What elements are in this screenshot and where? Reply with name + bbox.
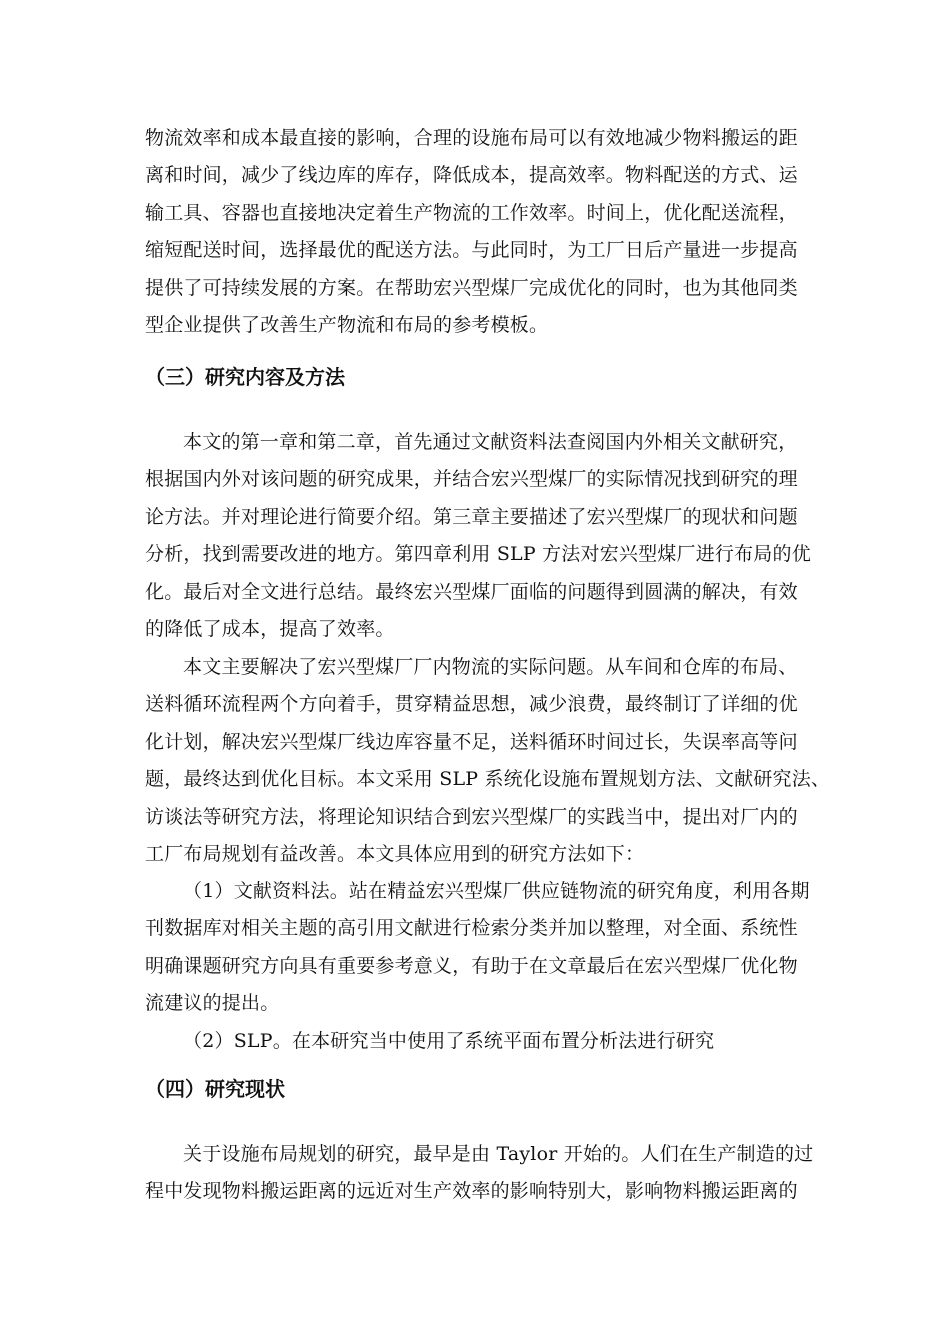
text-line: 访谈法等研究方法，将理论知识结合到宏兴型煤厂的实践当中，提出对厂内的 [145, 805, 798, 828]
text-line: 本文主要解决了宏兴型煤厂厂内物流的实际问题。从车间和仓库的布局、 [183, 656, 798, 678]
list-item-slp-method [145, 1023, 813, 1060]
text-line: 分析，找到需要改进的地方。第四章利用 SLP 方法对宏兴型煤厂进行布局的优 [145, 543, 811, 566]
text-line: 提供了可持续发展的方案。在帮助宏兴型煤厂完成优化的同时，也为其他同类 [145, 276, 798, 299]
text-line: 刊数据库对相关主题的高引用文献进行检索分类并加以整理，对全面、系统性 [145, 917, 798, 940]
section-heading-research-status: （四）研究现状 [145, 1077, 285, 1101]
text-line: 题，最终达到优化目标。本文采用 SLP 系统化设施布置规划方法、文献研究法、 [145, 768, 831, 791]
text-line: 本文的第一章和第二章，首先通过文献资料法查阅国内外相关文献研究， [183, 431, 798, 453]
text-line: 化计划，解决宏兴型煤厂线边库容量不足，送料循环时间过长，失误率高等问 [145, 730, 798, 753]
text-line: 流建议的提出。 [145, 992, 280, 1015]
text-line: 的降低了成本，提高了效率。 [145, 617, 395, 640]
section-heading-research-content: （三）研究内容及方法 [145, 365, 345, 389]
paragraph-chapters-overview [145, 424, 813, 648]
text-line: 论方法。并对理论进行简要介绍。第三章主要描述了宏兴型煤厂的现状和问题 [145, 505, 798, 528]
text-line: （1）文献资料法。站在精益宏兴型煤厂供应链物流的研究角度，利用各期 [183, 880, 810, 902]
paragraph-main-solution [145, 649, 831, 873]
text-line: （2）SLP。在本研究当中使用了系统平面布置分析法进行研究 [183, 1030, 715, 1052]
paragraph-intro-continuation [145, 120, 813, 344]
text-line: 工厂布局规划有益改善。本文具体应用到的研究方法如下： [145, 842, 645, 865]
text-line: 送料循环流程两个方向着手，贯穿精益思想，减少浪费，最终制订了详细的优 [145, 693, 798, 716]
text-line: 根据国内外对该问题的研究成果，并结合宏兴型煤厂的实际情况找到研究的理 [145, 468, 798, 491]
text-line: 关于设施布局规划的研究，最早是由 Taylor 开始的。人们在生产制造的过 [183, 1143, 814, 1165]
text-line: 物流效率和成本最直接的影响，合理的设施布局可以有效地减少物料搬运的距 [145, 127, 798, 149]
text-line: 缩短配送时间，选择最优的配送方法。与此同时，为工厂日后产量进一步提高 [145, 239, 798, 262]
text-line: 输工具、容器也直接地决定着生产物流的工作效率。时间上，优化配送流程， [145, 201, 798, 224]
text-line: 型企业提供了改善生产物流和布局的参考模板。 [145, 313, 549, 336]
text-line: 化。最后对全文进行总结。最终宏兴型煤厂面临的问题得到圆满的解决，有效 [145, 580, 798, 603]
list-item-literature-method [145, 873, 813, 1023]
text-line: 离和时间，减少了线边库的库存，降低成本，提高效率。物料配送的方式、运 [145, 164, 798, 187]
text-line: 明确课题研究方向具有重要参考意义，有助于在文章最后在宏兴型煤厂优化物 [145, 954, 798, 977]
paragraph-research-status [145, 1136, 813, 1211]
text-line: 程中发现物料搬运距离的远近对生产效率的影响特别大，影响物料搬运距离的 [145, 1180, 798, 1203]
